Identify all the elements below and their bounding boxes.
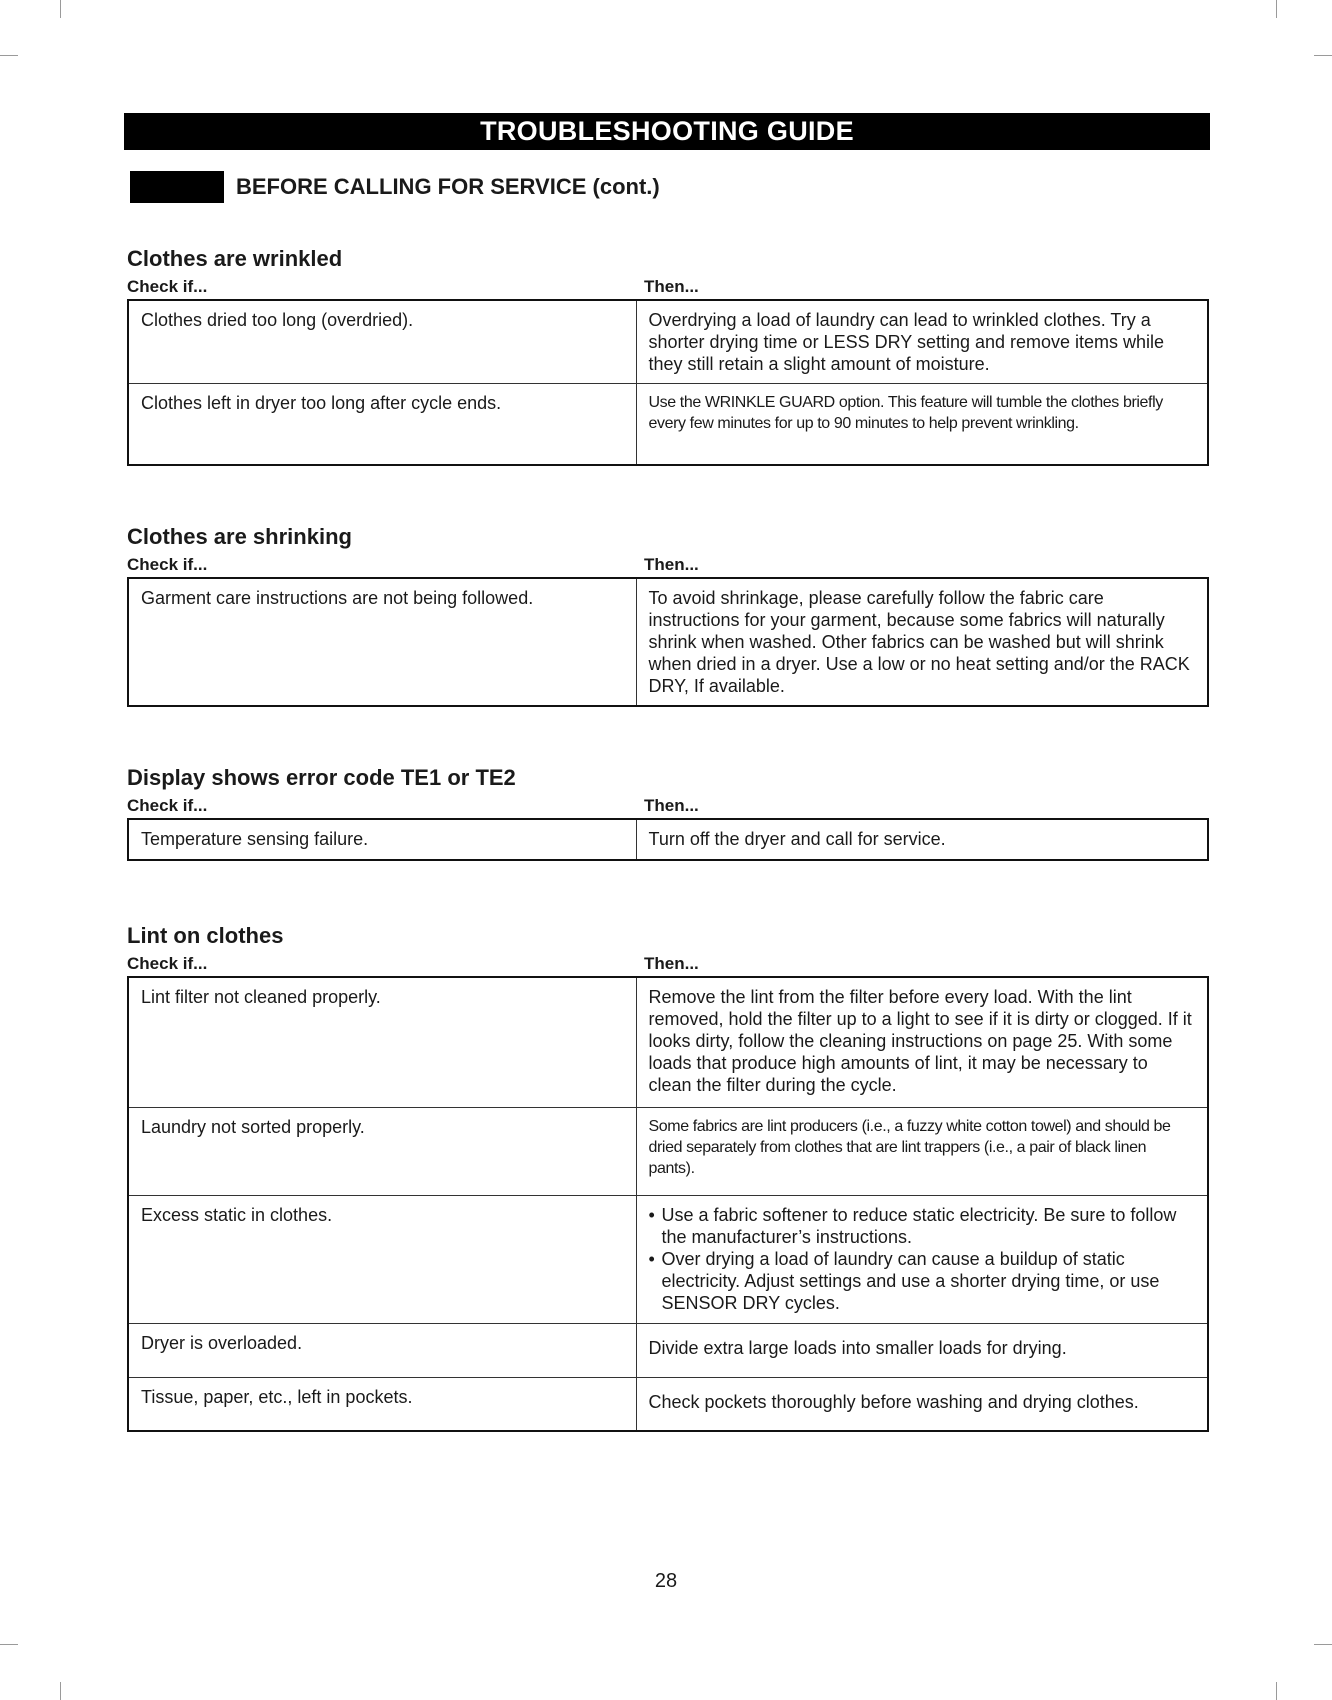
then-cell: Divide extra large loads into smaller loads for drying.	[636, 1323, 1208, 1377]
section-lint	[127, 921, 1209, 1432]
column-headers	[127, 552, 1209, 577]
table-row	[128, 1377, 1208, 1431]
table-row	[128, 384, 1208, 465]
check-cell: Garment care instructions are not being followed.	[128, 578, 636, 706]
section-title: Clothes are shrinking	[127, 524, 352, 549]
check-if-label: Check if...	[127, 555, 208, 574]
check-cell: Laundry not sorted properly.	[128, 1107, 636, 1195]
table-row	[128, 300, 1208, 384]
section-title: Display shows error code TE1 or TE2	[127, 765, 516, 790]
subheading-marker	[130, 171, 224, 203]
check-cell: Temperature sensing failure.	[128, 819, 636, 860]
crop-mark	[60, 0, 61, 18]
section-title: Lint on clothes	[127, 923, 284, 948]
section-error-code	[127, 763, 1209, 861]
list-item: • Over drying a load of laundry can cause a buildup of static electricity. Adjust settings and use a shorter drying time, or use SENSOR DRY cycles.	[649, 1248, 1196, 1314]
crop-mark	[1314, 1644, 1332, 1645]
column-headers	[127, 951, 1209, 976]
bullet-list	[649, 1204, 1196, 1314]
column-headers	[127, 274, 1209, 299]
check-cell: Lint filter not cleaned properly.	[128, 977, 636, 1107]
page-number: 28	[654, 1570, 678, 1592]
table-row	[128, 1323, 1208, 1377]
section-shrinking	[127, 522, 1209, 707]
check-cell: Excess static in clothes.	[128, 1195, 636, 1323]
section-wrinkled	[127, 244, 1209, 466]
check-cell: Clothes dried too long (overdried).	[128, 300, 636, 384]
check-if-label: Check if...	[127, 796, 208, 815]
then-cell: Overdrying a load of laundry can lead to wrinkled clothes. Try a shorter drying time or LESS DRY setting and remove items while they still retain a slight amount of moisture.	[636, 300, 1208, 384]
check-cell: Tissue, paper, etc., left in pockets.	[128, 1377, 636, 1431]
crop-mark	[60, 1682, 61, 1700]
then-cell: Some fabrics are lint producers (i.e., a fuzzy white cotton towel) and should be dried separately from clothes that are lint trappers (i.e., a pair of black linen pants).	[636, 1107, 1208, 1195]
subheading-text: BEFORE CALLING FOR SERVICE (cont.)	[236, 174, 660, 199]
section-subheading	[130, 171, 660, 203]
page-title-banner: TROUBLESHOOTING GUIDE	[124, 113, 1210, 150]
table-row	[128, 819, 1208, 860]
troubleshooting-table	[127, 577, 1209, 707]
table-row	[128, 1107, 1208, 1195]
table-row	[128, 578, 1208, 706]
then-cell: Check pockets thoroughly before washing and drying clothes.	[636, 1377, 1208, 1431]
then-label: Then...	[644, 277, 699, 296]
table-row	[128, 977, 1208, 1107]
troubleshooting-table	[127, 299, 1209, 466]
crop-mark	[0, 1644, 18, 1645]
crop-mark	[1276, 0, 1277, 18]
table-row	[128, 1195, 1208, 1323]
check-cell: Dryer is overloaded.	[128, 1323, 636, 1377]
troubleshooting-table	[127, 976, 1209, 1432]
troubleshooting-table	[127, 818, 1209, 861]
then-label: Then...	[644, 796, 699, 815]
check-if-label: Check if...	[127, 277, 208, 296]
section-title: Clothes are wrinkled	[127, 246, 343, 271]
crop-mark	[0, 55, 18, 56]
then-cell	[636, 1195, 1208, 1323]
then-label: Then...	[644, 954, 699, 973]
crop-mark	[1314, 55, 1332, 56]
then-cell: Turn off the dryer and call for service.	[636, 819, 1208, 860]
then-label: Then...	[644, 555, 699, 574]
then-cell: To avoid shrinkage, please carefully follow the fabric care instructions for your garment, because some fabrics will naturally shrink when washed. Other fabrics can be washed but will shrink when dried in a dryer. Use a low or no heat setting and/or the RACK DRY, If available.	[636, 578, 1208, 706]
then-cell: Use the WRINKLE GUARD option. This feature will tumble the clothes briefly every few minutes for up to 90 minutes to help prevent wrinkling.	[636, 384, 1208, 465]
list-item: • Use a fabric softener to reduce static electricity. Be sure to follow the manufacturer’s instructions.	[649, 1204, 1196, 1248]
check-cell: Clothes left in dryer too long after cycle ends.	[128, 384, 636, 465]
column-headers	[127, 793, 1209, 818]
crop-mark	[1276, 1682, 1277, 1700]
then-cell: Remove the lint from the filter before every load. With the lint removed, hold the filter up to a light to see if it is dirty or clogged. If it looks dirty, follow the cleaning instructions on page 25. With some loads that produce high amounts of lint, it may be necessary to clean the filter during the cycle.	[636, 977, 1208, 1107]
check-if-label: Check if...	[127, 954, 208, 973]
